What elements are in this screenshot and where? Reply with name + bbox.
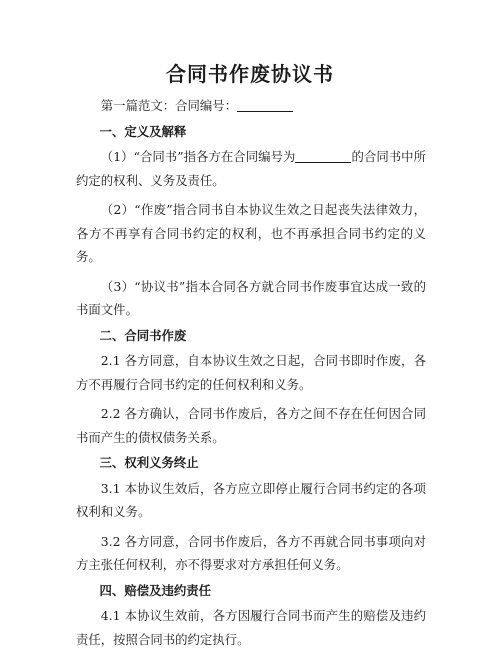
contract-id-blank — [295, 149, 351, 163]
clause-4-1: 4.1 本协议生效前，各方因履行合同书而产生的赔偿及违约责任，按照合同书的约定执行。 — [76, 608, 426, 647]
clause-2-2: 2.2 各方确认，合同书作废后，各方之间不存在任何因合同书而产生的债权债务关系。 — [76, 406, 426, 445]
clause-2-1: 2.1 各方同意，自本协议生效之日起，合同书即时作废，各方不再履行合同书约定的任何权利和义务。 — [76, 353, 426, 392]
intro-line — [76, 94, 426, 118]
document-title: 合同书作废协议书 — [166, 62, 334, 86]
definition-1-part-a: （1）“合同书”指各方在合同编号为 — [100, 149, 296, 164]
contract-number-label: 第一篇范文：合同编号： — [100, 98, 238, 113]
clause-3-2: 3.2 各方同意，合同书作废后，各方不再就合同书事项向对方主张任何权利，亦不得要求对方承担任何义务。 — [76, 533, 426, 572]
document-body — [76, 94, 426, 651]
clause-3-1: 3.1 本协议生效后，各方应立即停止履行合同书约定的各项权利和义务。 — [76, 480, 426, 519]
section-heading-1: 一、定义及解释 — [99, 123, 187, 139]
contract-number-blank — [237, 98, 293, 112]
definition-paragraph-2: （2）“作废”指合同书自本协议生效之日起丧失法律效力，各方不再享有合同书约定的权利，也不再承担合同书约定的义务。 — [76, 202, 426, 264]
definition-paragraph-1 — [76, 145, 426, 192]
section-heading-2: 二、合同书作废 — [99, 327, 187, 343]
section-heading-4: 四、赔偿及违约责任 — [99, 582, 212, 598]
section-heading-3: 三、权利义务终止 — [99, 455, 199, 470]
definition-1-part-b: 的合同书中所约定的权利、义务及责任。 — [76, 149, 426, 188]
definition-paragraph-3: （3）“协议书”指本合同各方就合同书作废事宜达成一致的书面文件。 — [76, 278, 426, 317]
